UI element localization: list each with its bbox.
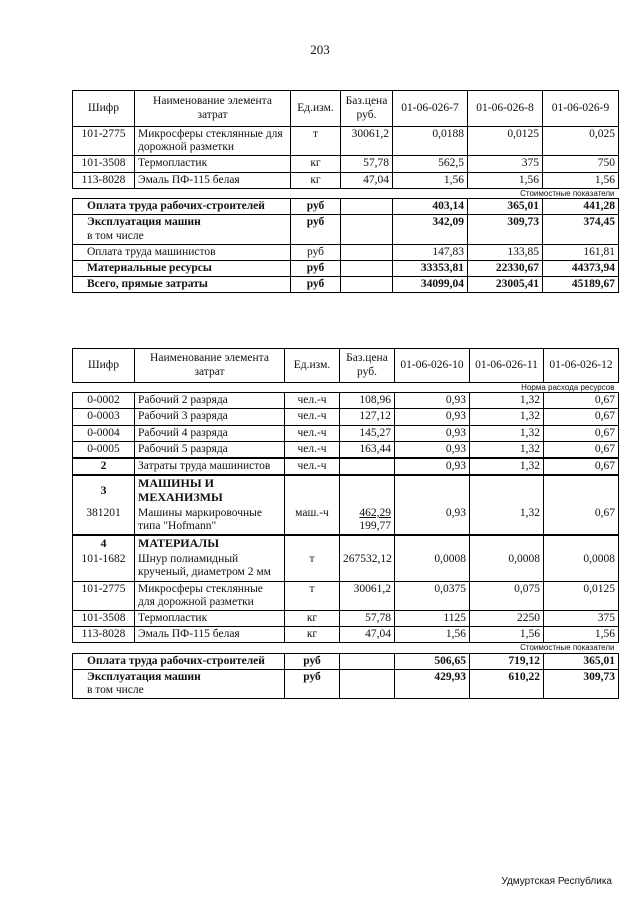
value-cell: 1,32 — [470, 458, 544, 475]
price-cell: 145,27 — [340, 425, 395, 441]
value-cell: 0,93 — [395, 409, 470, 425]
table-row — [73, 127, 619, 156]
value-cell: 365,01 — [544, 653, 619, 669]
price-cell: 57,78 — [340, 610, 395, 626]
table-row — [73, 172, 619, 188]
value-cell: 0,67 — [544, 409, 619, 425]
code-cell: 0-0003 — [73, 409, 135, 425]
value-cell: 375 — [544, 610, 619, 626]
summary-row — [73, 199, 619, 215]
unit-cell: руб — [285, 669, 340, 698]
col-header: Наименование элемента затрат — [135, 91, 291, 127]
value-cell: 0,93 — [395, 458, 470, 475]
summary-row — [73, 653, 619, 669]
col-header: 01-06-026-12 — [544, 349, 619, 383]
empty-cell — [340, 475, 395, 506]
summary-label-text: Эксплуатация машин — [87, 216, 201, 229]
unit-cell: руб — [291, 244, 341, 260]
section-title: МАШИНЫ И МЕХАНИЗМЫ — [135, 475, 285, 506]
unit-cell: т — [285, 581, 340, 610]
value-cell: 45189,67 — [543, 277, 619, 293]
code-cell: 0-0002 — [73, 393, 135, 409]
price-cell — [340, 669, 395, 698]
subheader-row — [73, 383, 619, 393]
table-row — [73, 425, 619, 441]
value-cell: 0,93 — [395, 393, 470, 409]
value-cell: 610,22 — [470, 669, 544, 698]
name-cell: Микросферы стеклянные для дорожной разметки — [135, 581, 285, 610]
empty-cell — [470, 535, 544, 552]
name-cell: Рабочий 3 разряда — [135, 409, 285, 425]
code-cell: 101-2775 — [73, 581, 135, 610]
table-row — [73, 627, 619, 643]
table-row — [73, 393, 619, 409]
unit-cell: т — [291, 127, 341, 156]
unit-cell: кг — [291, 156, 341, 172]
col-header: Баз.цена руб. — [341, 91, 393, 127]
price-cell: 267532,12 — [340, 552, 395, 581]
price-cell: 163,44 — [340, 441, 395, 458]
value-cell: 441,28 — [543, 199, 619, 215]
unit-cell: чел.-ч — [285, 425, 340, 441]
value-cell: 309,73 — [544, 669, 619, 698]
col-header: Ед.изм. — [291, 91, 341, 127]
page-number: 203 — [310, 42, 330, 57]
summary-label: Материальные ресурсы — [73, 260, 291, 276]
empty-cell — [395, 535, 470, 552]
price-value-secondary: 199,77 — [359, 520, 391, 533]
value-cell: 750 — [543, 156, 619, 172]
value-cell: 403,14 — [393, 199, 468, 215]
value-cell: 342,09 — [393, 215, 468, 244]
col-header: Наименование элемента затрат — [135, 349, 285, 383]
code-cell: 0-0005 — [73, 441, 135, 458]
summary-label — [73, 215, 291, 244]
col-header: 01-06-026-7 — [393, 91, 468, 127]
empty-cell — [544, 475, 619, 506]
summary-row — [73, 260, 619, 276]
value-cell: 1,56 — [468, 172, 543, 188]
table-row — [73, 441, 619, 458]
empty-cell — [470, 475, 544, 506]
price-cell — [340, 458, 395, 475]
name-cell: Рабочий 2 разряда — [135, 393, 285, 409]
value-cell: 133,85 — [468, 244, 543, 260]
value-cell: 309,73 — [468, 215, 543, 244]
section-number: 3 — [73, 475, 135, 506]
value-cell: 0,67 — [544, 506, 619, 535]
table-header-row — [73, 91, 619, 127]
value-cell: 0,67 — [544, 441, 619, 458]
summary-label: Всего, прямые затраты — [73, 277, 291, 293]
subheader-row — [73, 188, 619, 198]
value-cell: 0,0008 — [470, 552, 544, 581]
value-cell: 1125 — [395, 610, 470, 626]
summary-label — [73, 669, 285, 698]
unit-cell: чел.-ч — [285, 393, 340, 409]
value-cell: 23005,41 — [468, 277, 543, 293]
summary-label: Оплата труда рабочих-строителей — [73, 199, 291, 215]
section-row — [73, 475, 619, 506]
table-header-row — [73, 349, 619, 383]
name-cell: Эмаль ПФ-115 белая — [135, 627, 285, 643]
value-cell: 1,56 — [470, 627, 544, 643]
unit-cell: чел.-ч — [285, 458, 340, 475]
price-cell: 127,12 — [340, 409, 395, 425]
value-cell: 1,32 — [470, 506, 544, 535]
value-cell: 0,93 — [395, 441, 470, 458]
value-cell: 375 — [468, 156, 543, 172]
col-header: 01-06-026-11 — [470, 349, 544, 383]
value-cell: 0,0008 — [544, 552, 619, 581]
subheader-label: Норма расхода ресурсов — [73, 383, 619, 393]
value-cell: 0,93 — [395, 506, 470, 535]
value-cell: 0,0125 — [544, 581, 619, 610]
value-cell: 1,56 — [543, 172, 619, 188]
section-number: 4 — [73, 535, 135, 552]
col-header: Ед.изм. — [285, 349, 340, 383]
summary-label-text: Эксплуатация машин — [87, 670, 201, 683]
value-cell: 0,67 — [544, 425, 619, 441]
empty-cell — [285, 535, 340, 552]
unit-cell: маш.-ч — [285, 506, 340, 535]
empty-cell — [395, 475, 470, 506]
price-cell: 47,04 — [340, 627, 395, 643]
summary-label: Оплата труда рабочих-строителей — [73, 653, 285, 669]
table-row — [73, 610, 619, 626]
value-cell: 161,81 — [543, 244, 619, 260]
code-cell: 113-8028 — [73, 627, 135, 643]
footer-region: Удмуртская Республика — [501, 876, 612, 887]
value-cell: 34099,04 — [393, 277, 468, 293]
unit-cell: руб — [291, 277, 341, 293]
value-cell: 1,32 — [470, 441, 544, 458]
price-cell: 30061,2 — [340, 581, 395, 610]
summary-row — [73, 244, 619, 260]
unit-cell: руб — [291, 199, 341, 215]
price-cell: 30061,2 — [341, 127, 393, 156]
unit-cell: руб — [291, 260, 341, 276]
price-cell: 108,96 — [340, 393, 395, 409]
value-cell: 1,56 — [544, 627, 619, 643]
unit-cell: кг — [285, 610, 340, 626]
value-cell: 0,0125 — [468, 127, 543, 156]
value-cell: 0,67 — [544, 393, 619, 409]
summary-row — [73, 277, 619, 293]
name-cell: Рабочий 4 разряда — [135, 425, 285, 441]
price-cell — [341, 244, 393, 260]
code-cell: 101-1682 — [73, 552, 135, 581]
value-cell: 2250 — [470, 610, 544, 626]
price-cell — [341, 215, 393, 244]
subheader-label: Стоимостные показатели — [73, 188, 619, 198]
table-row — [73, 581, 619, 610]
name-cell: Затраты труда машинистов — [135, 458, 285, 475]
name-cell: Термопластик — [135, 610, 285, 626]
empty-cell — [340, 535, 395, 552]
subheader-row — [73, 643, 619, 653]
value-cell: 1,56 — [395, 627, 470, 643]
code-cell: 381201 — [73, 506, 135, 535]
value-cell: 44373,94 — [543, 260, 619, 276]
table-row — [73, 409, 619, 425]
unit-cell: руб — [285, 653, 340, 669]
value-cell: 1,32 — [470, 393, 544, 409]
value-cell: 374,45 — [543, 215, 619, 244]
table-row — [73, 156, 619, 172]
code-cell: 101-3508 — [73, 156, 135, 172]
code-cell: 0-0004 — [73, 425, 135, 441]
value-cell: 1,32 — [470, 409, 544, 425]
table-row — [73, 458, 619, 475]
name-cell: Рабочий 5 разряда — [135, 441, 285, 458]
unit-cell: чел.-ч — [285, 409, 340, 425]
value-cell: 0,075 — [470, 581, 544, 610]
value-cell: 1,32 — [470, 425, 544, 441]
value-cell: 0,0008 — [395, 552, 470, 581]
value-cell: 506,65 — [395, 653, 470, 669]
price-value: 462,29 — [359, 506, 391, 519]
price-cell: 47,04 — [341, 172, 393, 188]
section-row — [73, 535, 619, 552]
unit-cell: т — [285, 552, 340, 581]
col-header: 01-06-026-10 — [395, 349, 470, 383]
name-cell: Машины маркировочные типа "Hofmann" — [135, 506, 285, 535]
resource-table-2 — [72, 348, 619, 699]
value-cell: 0,93 — [395, 425, 470, 441]
table-row — [73, 506, 619, 535]
code-cell: 101-3508 — [73, 610, 135, 626]
price-cell — [340, 653, 395, 669]
summary-note: в том числе — [87, 684, 144, 697]
summary-row — [73, 669, 619, 698]
summary-row — [73, 215, 619, 244]
value-cell: 0,0188 — [393, 127, 468, 156]
unit-cell: кг — [285, 627, 340, 643]
col-header: Шифр — [73, 349, 135, 383]
value-cell: 33353,81 — [393, 260, 468, 276]
price-cell — [340, 506, 395, 535]
name-cell: Микросферы стеклянные для дорожной разметки — [135, 127, 291, 156]
col-header: 01-06-026-8 — [468, 91, 543, 127]
subheader-label: Стоимостные показатели — [73, 643, 619, 653]
col-header: 01-06-026-9 — [543, 91, 619, 127]
empty-cell — [544, 535, 619, 552]
code-cell: 113-8028 — [73, 172, 135, 188]
value-cell: 0,0375 — [395, 581, 470, 610]
value-cell: 562,5 — [393, 156, 468, 172]
name-cell: Эмаль ПФ-115 белая — [135, 172, 291, 188]
price-cell: 57,78 — [341, 156, 393, 172]
section-title: МАТЕРИАЛЫ — [135, 535, 285, 552]
price-cell — [341, 260, 393, 276]
value-cell: 0,67 — [544, 458, 619, 475]
col-header: Баз.цена руб. — [340, 349, 395, 383]
value-cell: 0,025 — [543, 127, 619, 156]
col-header: Шифр — [73, 91, 135, 127]
unit-cell: кг — [291, 172, 341, 188]
value-cell: 365,01 — [468, 199, 543, 215]
unit-cell: руб — [291, 215, 341, 244]
price-cell — [341, 277, 393, 293]
value-cell: 22330,67 — [468, 260, 543, 276]
summary-label: Оплата труда машинистов — [73, 244, 291, 260]
value-cell: 429,93 — [395, 669, 470, 698]
unit-cell: чел.-ч — [285, 441, 340, 458]
resource-table-1 — [72, 90, 619, 293]
table-row — [73, 552, 619, 581]
name-cell: Шнур полиамидный крученый, диаметром 2 мм — [135, 552, 285, 581]
summary-note: в том числе — [87, 229, 144, 242]
name-cell: Термопластик — [135, 156, 291, 172]
empty-cell — [285, 475, 340, 506]
value-cell: 1,56 — [393, 172, 468, 188]
value-cell: 147,83 — [393, 244, 468, 260]
price-cell — [341, 199, 393, 215]
value-cell: 719,12 — [470, 653, 544, 669]
code-cell: 101-2775 — [73, 127, 135, 156]
code-cell: 2 — [73, 458, 135, 475]
